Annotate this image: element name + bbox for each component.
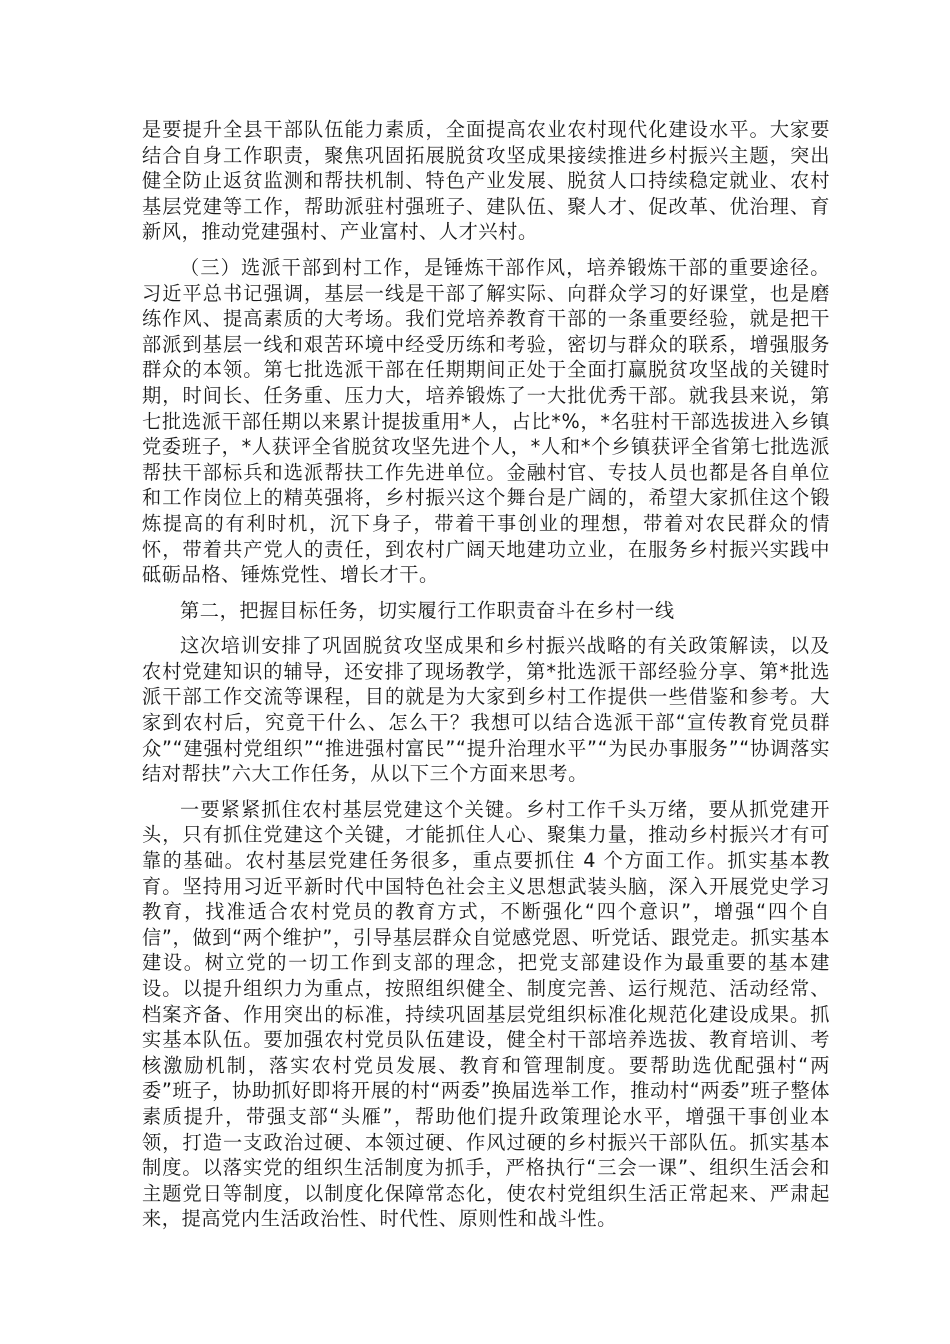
paragraph-training-arrangement: 这次培训安排了巩固脱贫攻坚成果和乡村振兴战略的有关政策解读，以及农村党建知识的辅导，还安排了现场教学，第*批选派干部经验分享、第*批选派干部工作交流等课程，目的就是为大家到乡村工作提供一些借鉴和参考。大家到农村后，究竟干什么、怎么干？我想可以结合选派干部“宣传教育党员群众”“建强村党组织”“推进强村富民”“提升治理水平”“为民办事服务”“协调落实结对帮扶”六大工作任务，从以下三个方面来思考。	[142, 634, 830, 786]
section-heading-second: 第二，把握目标任务，切实履行工作职责奋斗在乡村一线	[180, 598, 675, 622]
document-body	[142, 117, 830, 1242]
paragraph-continuation: 是要提升全县干部队伍能力素质，全面提高农业农村现代化建设水平。大家要结合自身工作职责，聚焦巩固拓展脱贫攻坚成果接续推进乡村振兴主题，突出健全防止返贫监测和帮扶机制、特色产业发展、脱贫人口持续稳定就业、农村基层党建等工作，帮助派驻村强班子、建队伍、聚人才、促改革、优治理、育新风，推动党建强村、产业富村、人才兴村。	[142, 118, 830, 244]
paragraph-section-three: （三）选派干部到村工作，是锤炼干部作风，培养锻炼干部的重要途径。习近平总书记强调，基层一线是干部了解实际、向群众学习的好课堂，也是磨练作风、提高素质的大考场。我们党培养教育干部的一条重要经验，就是把干部派到基层一线和艰苦环境中经受历练和考验，密切与群众的联系，增强服务群众的本领。第七批选派干部在任期期间正处于全面打赢脱贫攻坚战的关键时期，时间长、任务重、压力大，培养锻炼了一大批优秀干部。就我县来说，第七批选派干部任期以来累计提拔重用*人，占比*%，*名驻村干部选拔进入乡镇党委班子，*人获评全省脱贫攻坚先进个人，*人和*个乡镇获评全省第七批选派帮扶干部标兵和选派帮扶工作先进单位。金融村官、专技人员也都是各自单位和工作岗位上的精英强将，乡村振兴这个舞台是广阔的，希望大家抓住这个锻炼提高的有利时机，沉下身子，带着干事创业的理想，带着对农民群众的情怀，带着共产党人的责任，到农村广阔天地建功立业，在服务乡村振兴实践中砥砺品格、锤炼党性、增长才干。	[142, 255, 830, 587]
paragraph-party-building: 一要紧紧抓住农村基层党建这个关键。乡村工作千头万绪，要从抓党建开头，只有抓住党建这个关键，才能抓住人心、聚集力量，推动乡村振兴才有可靠的基础。农村基层党建任务很多，重点要抓住 4 个方面工作。抓实基本教育。坚持用习近平新时代中国特色社会主义思想武装头脑，深入开展党史学习教育，找准适合农村党员的教育方式，不断强化“四个意识”，增强“四个自信”，做到“两个维护”，引导基层群众自觉感党恩、听党话、跟党走。抓实基本建设。树立党的一切工作到支部的理念，把党支部建设作为最重要的基本建设。以提升组织力为重点，按照组织健全、制度完善、运行规范、活动经常、档案齐备、作用突出的标准，持续巩固基层党组织标准化规范化建设成果。抓实基本队伍。要加强农村党员队伍建设，健全村干部培养选拔、教育培训、考核激励机制，落实农村党员发展、教育和管理制度。要帮助选优配强村“两委”班子，协助抓好即将开展的村“两委”换届选举工作，推动村“两委”班子整体素质提升，带强支部“头雁”，帮助他们提升政策理论水平，增强干事创业本领，打造一支政治过硬、本领过硬、作风过硬的乡村振兴干部队伍。抓实基本制度。以落实党的组织生活制度为抓手，严格执行“三会一课”、组织生活会和主题党日等制度，以制度化保障常态化，使农村党组织生活正常起来、严肃起来，提高党内生活政治性、时代性、原则性和战斗性。	[142, 797, 830, 1231]
